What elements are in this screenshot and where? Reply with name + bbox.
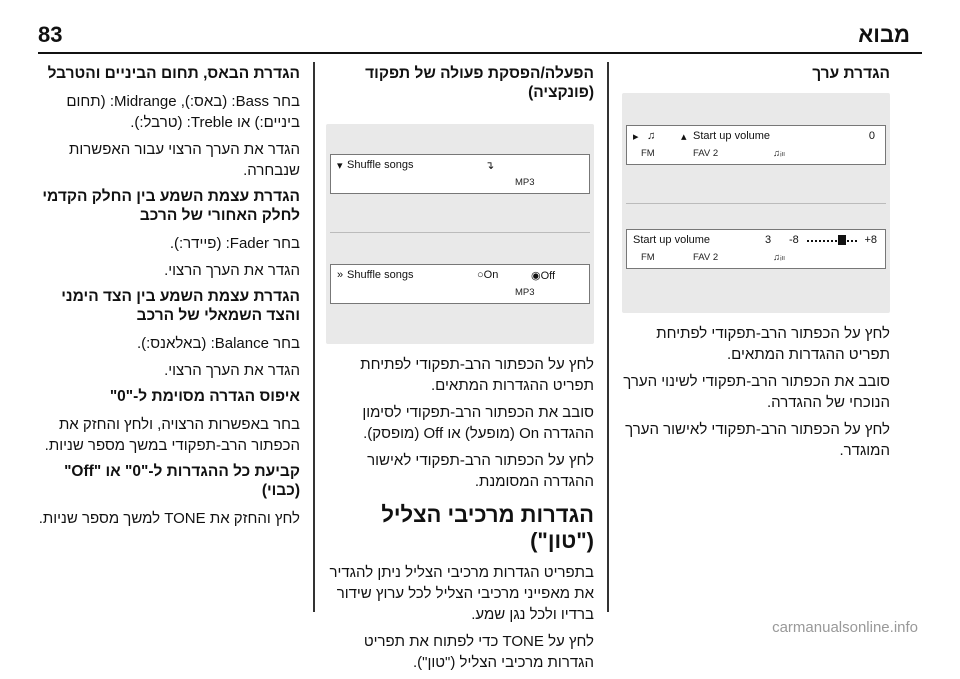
source-band: FM (641, 252, 655, 263)
column-divider-right (607, 62, 609, 612)
instruction-confirm: לחץ על הכפתור הרב-תפקודי לאישור ההגדרה המסומנת. (367, 452, 594, 490)
caret-down-icon: ▾ (337, 160, 343, 172)
instruction-select-fader: בחר Fader: (פיידר:). (169, 235, 300, 252)
menu-label: Start up volume (693, 130, 771, 142)
source-favorite: FAV 2 (693, 148, 719, 159)
chapter-title: מבוא (858, 22, 910, 47)
menu-value: 3 (765, 234, 772, 246)
screenshot-divider (330, 232, 590, 233)
heading-balance: הגדרת עצמת השמע בין הצד הימני והצד השמאלי של הרכב (61, 288, 300, 324)
music-note-icon: ♫ (647, 130, 656, 142)
column-toggle-function (326, 64, 594, 679)
slider-max: +8 (864, 234, 877, 246)
tone-settings-intro: בתפריט הגדרות מרכיבי הצליל ניתן להגדיר את מאפייני מרכיבי הצליל לכל ערוץ שידור ברדיו ולכל נגן שמע. (329, 564, 594, 623)
section-title-set-value: הגדרת ערך (812, 65, 890, 82)
source-label: MP3 (515, 177, 535, 188)
arrow-right-icon: ▸ (633, 131, 639, 143)
menu-label: Start up volume (633, 234, 711, 246)
radio-on: ○On (477, 269, 499, 281)
screenshot-divider (626, 203, 886, 204)
section-heading-tone-settings: הגדרות מרכיבי הצליל ("טון") (381, 502, 594, 553)
source-band: FM (641, 148, 655, 159)
double-arrow-icon: » (337, 269, 344, 281)
header-rule (38, 52, 922, 54)
page-number: 83 (38, 22, 63, 47)
column-tone-adjustments (36, 64, 300, 535)
instruction-select-on-off: סובב את הכפתור הרב-תפקודי לסימון ההגדרה On (מופעל) או Off (מופסק). (362, 404, 594, 442)
instruction-confirm: לחץ על הכפתור הרב-תפקודי לאישור הערך המוגדר. (625, 421, 890, 459)
menu-value: 0 (868, 130, 875, 142)
instruction-reset-setting: בחר באפשרות הרצויה, ולחץ והחזק את הכפתור הרב-תפקודי במשך מספר שניות. (44, 416, 300, 454)
instruction-set-value: הגדר את הערך הרצוי. (164, 262, 300, 279)
heading-reset-all: קביעת כל ההגדרות ל-"0" או "Off" (כבוי) (64, 463, 300, 499)
instruction-select-balance: בחר Balance: (באלאנס:). (136, 335, 300, 352)
signal-icon: ♫ᵢₗₗ (773, 148, 785, 159)
instruction-select-band: בחר Bass: (באס:), Midrange: (תחום ביניים:) או Treble: (טרבל:). (66, 93, 300, 131)
instruction-press-tone: לחץ על TONE כדי לפתוח את תפריט הגדרות מרכיבי הצליל ("טון"). (363, 633, 594, 671)
menu-label: Shuffle songs (347, 159, 414, 171)
volume-slider (807, 240, 857, 244)
slider-knob (838, 235, 846, 245)
slider-min: -8 (789, 234, 799, 246)
caret-up-icon: ▴ (681, 131, 687, 143)
signal-icon: ♫ᵢₗₗ (773, 252, 785, 263)
shuffle-icon: ↴ (485, 160, 495, 172)
page-header (38, 22, 922, 52)
instruction-open-menu: לחץ על הכפתור הרב-תפקודי לפתיחת תפריט ההגדרות המתאים. (360, 356, 594, 394)
heading-fader: הגדרת עצמת השמע בין החלק הקדמי לחלק האחורי של הרכב (42, 188, 300, 224)
menu-bar-volume-slider (626, 229, 886, 269)
radio-off-selected: ◉Off (531, 270, 556, 282)
radio-on-label: On (483, 269, 499, 281)
column-divider-left (313, 62, 315, 612)
screenshot-shuffle-songs (326, 124, 594, 344)
menu-bar-start-up-volume (626, 125, 886, 165)
watermark: carmanualsonline.info (772, 619, 918, 636)
source-label: MP3 (515, 287, 535, 298)
source-favorite: FAV 2 (693, 252, 719, 263)
instruction-reset-all: לחץ והחזק את TONE למשך מספר שניות. (38, 510, 300, 527)
radio-off-label: Off (540, 270, 556, 282)
menu-label: Shuffle songs (347, 269, 414, 281)
menu-bar-shuffle-options (330, 264, 590, 304)
instruction-set-value: הגדר את הערך הרצוי עבור האפשרות שנבחרה. (68, 141, 300, 179)
column-set-value (622, 64, 890, 467)
screenshot-start-up-volume (622, 93, 890, 313)
menu-bar-shuffle-collapsed (330, 154, 590, 194)
instruction-open-menu: לחץ על הכפתור הרב-תפקודי לפתיחת תפריט ההגדרות המתאים. (656, 325, 890, 363)
heading-bass-mid-treble: הגדרת הבאס, תחום הביניים והטרבל (47, 65, 300, 82)
instruction-set-value: הגדר את הערך הרצוי. (164, 362, 300, 379)
instruction-turn-knob: סובב את הכפתור הרב-תפקודי לשינוי הערך הנוכחי של ההגדרה. (623, 373, 890, 411)
heading-reset-setting: איפוס הגדרה מסוימת ל-"0" (109, 388, 300, 405)
section-title-toggle-function: הפעלה/הפסקת פעולה של תפקוד (פונקציה) (365, 65, 594, 101)
